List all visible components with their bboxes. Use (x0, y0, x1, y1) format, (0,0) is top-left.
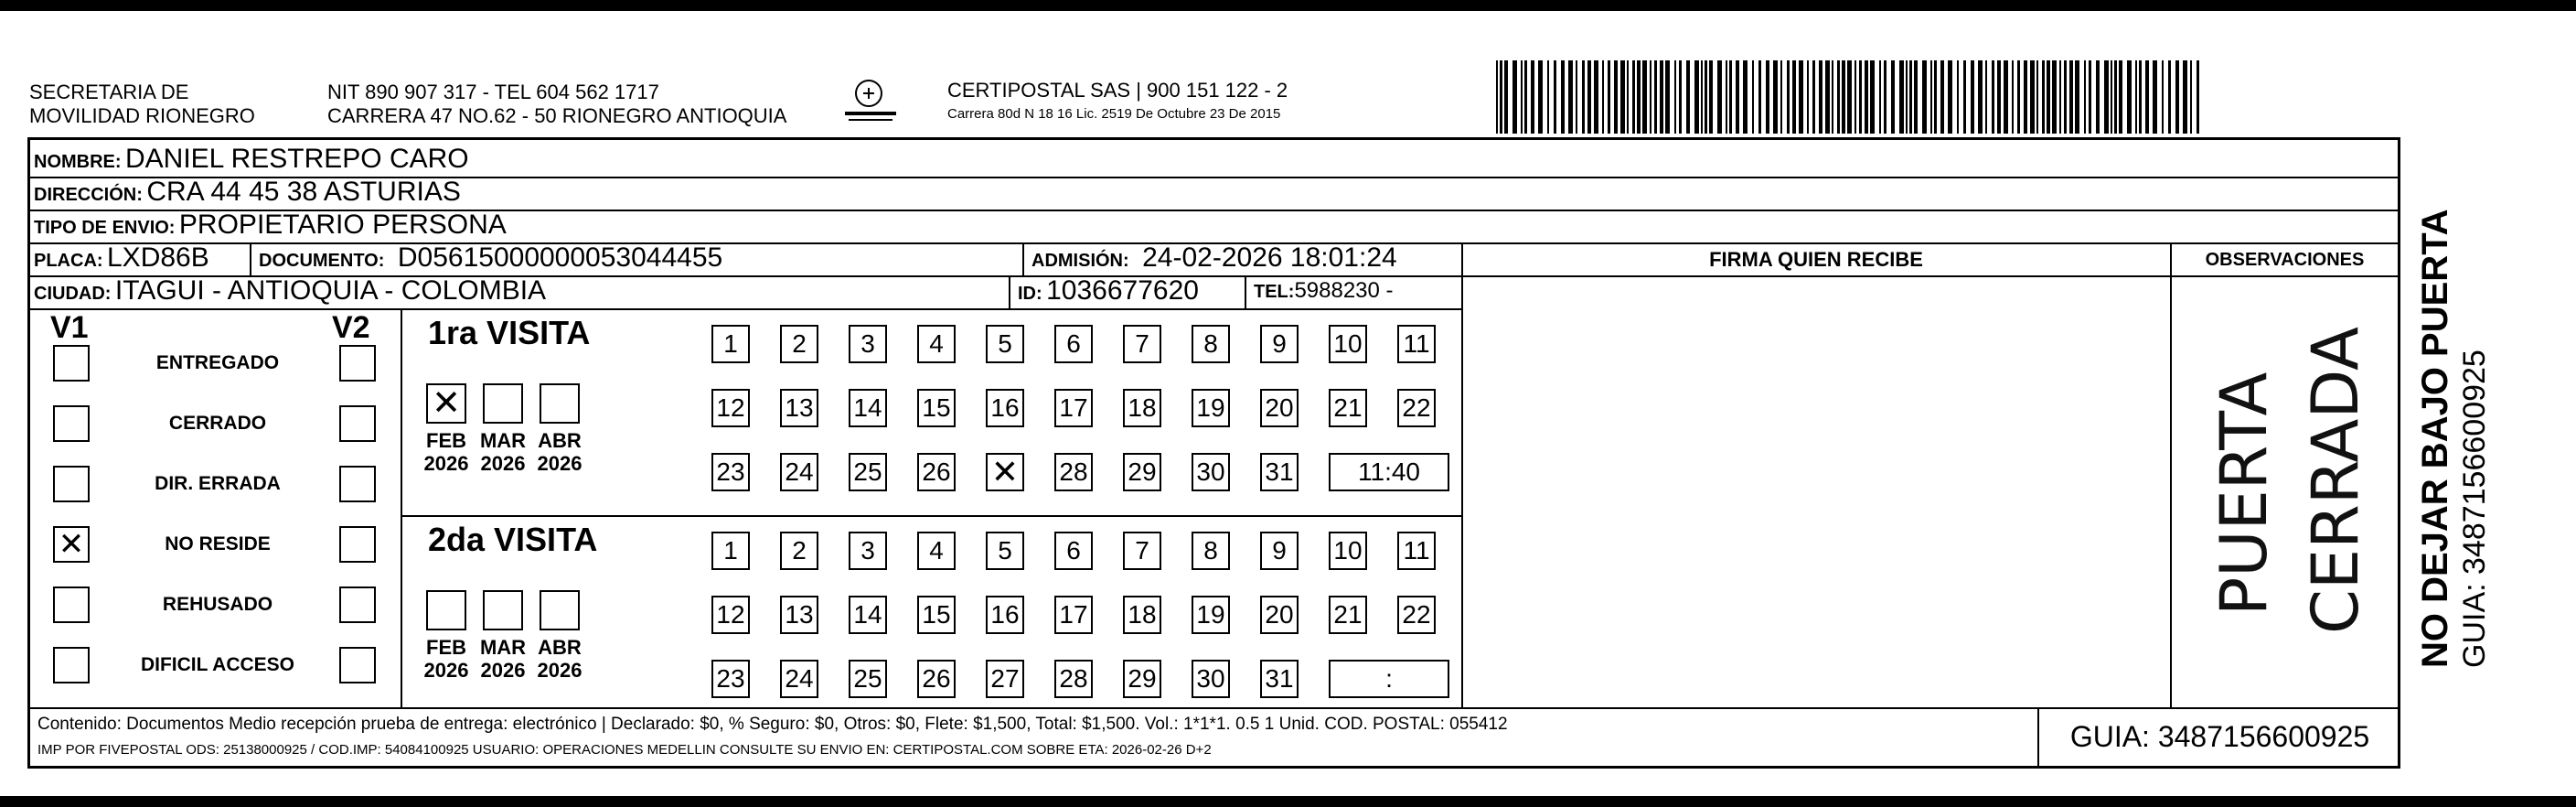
day-box[interactable]: 8 (1192, 325, 1230, 363)
day-box[interactable]: 29 (1123, 660, 1161, 698)
month-name: MAR (479, 636, 527, 659)
day-box[interactable]: 16 (986, 596, 1024, 634)
month-label (532, 429, 587, 475)
nit-line: NIT 890 907 317 - TEL 604 562 1717 (327, 81, 659, 103)
tipo-envio-label: TIPO DE ENVIO: (34, 218, 176, 238)
side-warning: NO DEJAR BAJO PUERTA (2415, 209, 2455, 668)
day-box[interactable]: 26 (917, 660, 956, 698)
day-box[interactable]: 11 (1397, 532, 1436, 570)
day-box[interactable]: 9 (1260, 325, 1299, 363)
address-line: CARRERA 47 NO.62 - 50 RIONEGRO ANTIOQUIA (327, 104, 787, 127)
bottom-edge-bar (0, 796, 2576, 807)
v2-checkbox[interactable] (339, 586, 376, 623)
placa-field (34, 242, 209, 279)
day-box[interactable]: 28 (1054, 660, 1093, 698)
month-checkbox[interactable] (483, 383, 523, 424)
issuer-contact-block (327, 81, 786, 128)
top-edge-bar (0, 0, 2576, 11)
status-label: NO RESIDE (165, 533, 271, 554)
day-box[interactable]: 4 (917, 325, 956, 363)
tel-value: 5988230 - (1294, 278, 1394, 303)
ciudad-label: CIUDAD: (34, 284, 112, 304)
ciudad-value: ITAGUI - ANTIOQUIA - COLOMBIA (114, 275, 547, 306)
day-box[interactable]: 5 (986, 325, 1024, 363)
month-checkbox[interactable] (540, 590, 580, 630)
tipo-envio-row (34, 209, 507, 246)
day-box[interactable]: 14 (849, 389, 887, 427)
issuer-line1: SECRETARIA DE (29, 81, 189, 103)
footer-print-line: IMP POR FIVEPOSTAL ODS: 25138000925 / COD.IMP: 54084100925 USUARIO: OPERACIONES MEDELLIN CONSULTE SU ENVIO EN: CERTIPOSTAL.COM SOBRE ETA: 2026-02-26 D+2 (37, 742, 1212, 758)
v1-label: V1 (50, 310, 89, 345)
ciudad-field (34, 274, 546, 312)
footer-guia: GUIA: 3487156600925 (2069, 720, 2370, 753)
id-field (1018, 274, 1199, 312)
day-box[interactable]: 2 (780, 325, 818, 363)
day-box[interactable]: 15 (917, 389, 956, 427)
v1-checkbox[interactable] (53, 526, 90, 563)
observaciones-handwriting-1: PUERTA (2207, 371, 2282, 616)
month-year: 2026 (537, 659, 583, 682)
month-name: MAR (479, 429, 527, 452)
v1-checkbox[interactable] (53, 647, 90, 683)
day-box[interactable]: 19 (1192, 596, 1230, 634)
time-box[interactable]: : (1329, 660, 1449, 698)
courier-block (947, 79, 1288, 123)
month-year: 2026 (423, 659, 469, 682)
status-label: CERRADO (168, 413, 267, 434)
day-box[interactable]: 18 (1123, 596, 1161, 634)
day-box[interactable]: 25 (849, 453, 887, 491)
month-label (419, 636, 474, 682)
direccion-value: CRA 44 45 38 ASTURIAS (146, 177, 461, 207)
id-label: ID: (1018, 284, 1042, 304)
id-value: 1036677620 (1046, 275, 1199, 306)
month-label (419, 429, 474, 475)
month-name: FEB (426, 429, 466, 452)
day-box[interactable]: 1 (711, 532, 750, 570)
day-box[interactable]: 10 (1329, 532, 1367, 570)
placa-label: PLACA: (34, 251, 103, 271)
status-block (30, 308, 401, 707)
observaciones-handwriting-2: CERRADA (2298, 327, 2373, 634)
day-box[interactable]: 10 (1329, 325, 1367, 363)
day-box[interactable]: 6 (1054, 532, 1093, 570)
day-box[interactable]: 30 (1192, 660, 1230, 698)
month-checkbox[interactable] (426, 590, 466, 630)
day-box[interactable]: 14 (849, 596, 887, 634)
day-box[interactable]: 29 (1123, 453, 1161, 491)
day-box[interactable]: 12 (711, 596, 750, 634)
visit1-block (401, 308, 1461, 515)
footer-content-line: Contenido: Documentos Medio recepción prueba de entrega: electrónico | Declarado: $0, % Seguro: $0, Otros: $0, Flete: $1,500, Total: $1,500. Vol.: 1*1*1. 0.5 1 Unid. COD. POSTAL: 055412 (37, 715, 1508, 734)
day-box[interactable]: 22 (1397, 389, 1436, 427)
month-year: 2026 (537, 452, 583, 475)
firma-label: FIRMA QUIEN RECIBE (1709, 248, 1923, 271)
direccion-row (34, 176, 461, 213)
month-name: ABR (538, 636, 582, 659)
month-year: 2026 (480, 659, 526, 682)
month-label (532, 636, 587, 682)
day-box[interactable]: 31 (1260, 660, 1299, 698)
documento-label: DOCUMENTO: (259, 251, 385, 271)
visit2-title: 2da VISITA (428, 521, 598, 558)
day-box[interactable]: 20 (1260, 596, 1299, 634)
nombre-row (34, 143, 469, 180)
v1-checkbox[interactable] (53, 345, 90, 382)
tel-label: TEL: (1254, 282, 1295, 302)
time-box[interactable]: 11:40 (1329, 453, 1449, 491)
day-box[interactable]: 21 (1329, 389, 1367, 427)
direccion-label: DIRECCIÓN: (34, 185, 143, 205)
visit2-block (401, 515, 1461, 707)
status-label: DIR. ERRADA (155, 473, 281, 494)
day-box[interactable]: 23 (711, 660, 750, 698)
tel-field (1254, 274, 1394, 310)
month-year: 2026 (480, 452, 526, 475)
day-box[interactable]: 7 (1123, 325, 1161, 363)
day-box[interactable]: 26 (917, 453, 956, 491)
day-box[interactable]: 23 (711, 453, 750, 491)
day-box[interactable]: 18 (1123, 389, 1161, 427)
month-label (476, 429, 530, 475)
v2-checkbox[interactable] (339, 405, 376, 442)
day-box[interactable]: 16 (986, 389, 1024, 427)
day-box[interactable]: 31 (1260, 453, 1299, 491)
status-label: REHUSADO (162, 594, 273, 615)
day-box[interactable]: 2 (780, 532, 818, 570)
day-box[interactable]: 19 (1192, 389, 1230, 427)
side-guia: GUIA: 3487156600925 (2457, 350, 2492, 668)
month-year: 2026 (423, 452, 469, 475)
day-box[interactable]: 24 (780, 453, 818, 491)
day-box[interactable]: 22 (1397, 596, 1436, 634)
month-label (476, 636, 530, 682)
day-box[interactable]: 28 (1054, 453, 1093, 491)
day-box[interactable]: 9 (1260, 532, 1299, 570)
day-box[interactable]: 5 (986, 532, 1024, 570)
day-box[interactable]: 20 (1260, 389, 1299, 427)
day-box[interactable]: 24 (780, 660, 818, 698)
status-label: ENTREGADO (155, 352, 280, 373)
placa-value: LXD86B (107, 242, 209, 273)
v2-checkbox[interactable] (339, 345, 376, 382)
courier-line1: CERTIPOSTAL SAS | 900 151 122 - 2 (947, 79, 1288, 102)
day-box[interactable]: 7 (1123, 532, 1161, 570)
day-box[interactable]: 11 (1397, 325, 1436, 363)
v2-checkbox[interactable] (339, 647, 376, 683)
issuer-block (29, 81, 255, 128)
delivery-form (27, 137, 2400, 769)
admision-value: 24-02-2026 18:01:24 (1142, 242, 1397, 273)
month-checkbox[interactable]: ✕ (426, 383, 466, 424)
v2-checkbox[interactable] (339, 466, 376, 502)
day-box[interactable]: 8 (1192, 532, 1230, 570)
documento-field (259, 242, 722, 279)
v1-checkbox[interactable] (53, 405, 90, 442)
day-box[interactable]: 1 (711, 325, 750, 363)
v2-checkbox[interactable] (339, 526, 376, 563)
day-box[interactable]: 30 (1192, 453, 1230, 491)
day-box[interactable]: 15 (917, 596, 956, 634)
day-box[interactable]: 21 (1329, 596, 1367, 634)
day-box[interactable]: ✕ (986, 453, 1024, 491)
day-box[interactable]: 6 (1054, 325, 1093, 363)
barcode-icon (1496, 60, 2202, 134)
month-name: ABR (538, 429, 582, 452)
issuer-line2: MOVILIDAD RIONEGRO (29, 104, 255, 127)
month-checkbox[interactable] (540, 383, 580, 424)
v1-checkbox[interactable] (53, 586, 90, 623)
day-box[interactable]: 25 (849, 660, 887, 698)
v2-label: V2 (332, 310, 370, 345)
admision-field (1031, 242, 1397, 279)
day-box[interactable]: 17 (1054, 596, 1093, 634)
documento-value: D05615000000053044455 (397, 242, 723, 273)
day-box[interactable]: 27 (986, 660, 1024, 698)
tipo-envio-value: PROPIETARIO PERSONA (178, 210, 507, 240)
day-box[interactable]: 4 (917, 532, 956, 570)
v1-checkbox[interactable] (53, 466, 90, 502)
side-label (2414, 209, 2493, 668)
day-box[interactable]: 13 (780, 389, 818, 427)
day-box[interactable]: 3 (849, 325, 887, 363)
visit1-title: 1ra VISITA (428, 314, 591, 351)
nombre-value: DANIEL RESTREPO CARO (125, 144, 469, 174)
status-label: DIFICIL ACCESO (140, 654, 294, 675)
observaciones-label: OBSERVACIONES (2205, 250, 2365, 270)
courier-line2: Carrera 80d N 18 16 Lic. 2519 De Octubre 23 De 2015 (947, 106, 1281, 122)
admision-label: ADMISIÓN: (1031, 251, 1129, 271)
nombre-label: NOMBRE: (34, 152, 122, 172)
month-checkbox[interactable] (483, 590, 523, 630)
day-box[interactable]: 12 (711, 389, 750, 427)
certipostal-logo-icon (841, 73, 907, 128)
day-box[interactable]: 13 (780, 596, 818, 634)
month-name: FEB (426, 636, 466, 659)
day-box[interactable]: 17 (1054, 389, 1093, 427)
day-box[interactable]: 3 (849, 532, 887, 570)
